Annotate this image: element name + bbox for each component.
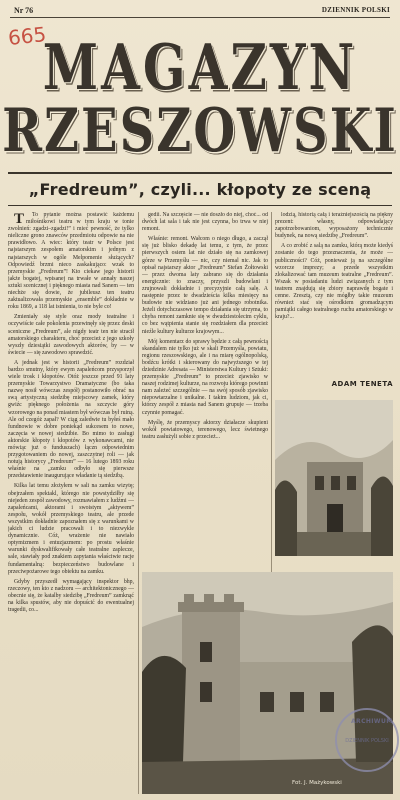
paragraph: Gdyby przyszedł wymagający inspektor bhp, rzeczowy, ten kto z nadzoru — architektonicznego — obecnie się, że katalby siedzibę „Fredreum” zamknąć na kilka spustów, aby nie dopuścić do ewentualnej tragedii, co...	[8, 578, 134, 614]
drop-cap: T	[14, 212, 25, 227]
archive-stamp	[335, 708, 399, 772]
column-divider	[138, 212, 139, 794]
paragraph: A co zrobić z salą na zamku, którą może kiedyś zostanie do tego przeznaczenia, że może — publiczności? Cóż, ponieważ ją na szczególne wzorcze imprezy; a przede wszystkim zlokalizować tam muzeum teatralne „Fredreum”. Wszak w posiadaniu ludzi związanych z tym teatrem znajdują się zbiory naprawdę bogate i cenne. Zresztą, czy nie mógłby takie muzeum również stać się ośrodkiem gromadzącym pamiątki całego teatralnego ruchu amatorskiego w kraju?...	[275, 243, 393, 321]
headline-rule	[8, 205, 392, 206]
handwritten-number: 665	[6, 22, 48, 50]
stamp-text: ARCHIWUM	[351, 718, 393, 725]
article-photo-small	[275, 400, 393, 556]
paragraph: T To pytanie można postawić każdemu miłośnikowi teatru w tym kraju w tonie zwolnień: zgadzi–zgadzi!” i mieć pewność, że tylko nieliczne grono znawców przedmiotu odpowie na nie prawidłowo. A wiec: który teatr w Polsce jest najstarszym zespołem amatorskim i jednym z najstarszych w ogóle Melpomenie służących? Odpowiedź brzmi nieco zaskakująco: wzak to przemyskie „Fredreum”! Kto ciekaw jego historii jakże bogatej, wpisanej na trwałe w annały naszej sztuki scenicznej i pięknego miasta nad Sanem — ten niechże się dowie, że jubileusz ten teatru zaktualizowała przemyskie „ensemble” dokładnie w roku 1869, a 118 lat istnienia, to nie byle co!	[8, 212, 134, 311]
article-column-1	[8, 212, 134, 792]
header-rule	[10, 17, 390, 18]
paragraph: lodzią, historią całą i teraźniejszością na piękny prezent: własny, odpowiadający zapotrzebowaniom, wyposażony technicznie budynek, na nową siedzibę „Fredreum”.	[275, 212, 393, 240]
masthead-line1: MAGAZYN	[42, 30, 358, 104]
paragraph: A jednak jest w historii „Fredreum” rozdział bardzo smutny, który ewym zapaleńcom przysporzył wiele trosk i kłopotów. Otóż jeszcze przed 91 laty przemyskie Towarzystwo Dramatyczne (bo taka nazwę nosił wówczas zespół) postanowiło obrać na swą artystyczną siedzibę miejscowy zamek, który gwiźc pięknego położenia na szczycie góry wzorowego na ponad miastem był wówczas był ruiną. Ale od czegóż zapał? W ciąg zaledwie tu byłeś mało fundnowie w dobre poniekąd sukcesem to nowe, zaczęcia w nowej siedzibie. Bo mimo to zasługi aktorskie kłopoty i kłopotów z wykonawcami, nie mówiąc już o funduszach) łączn odpowiednim przygotowaniem do nowej, zaszczytnej roli — jak notują historycy „Fredreum” — 16 lutego 1893 roku właśnie na „zamku odbyło się pierwsze przedstawienie inaugurujące władanie tą siedzibą.	[8, 359, 134, 480]
author-byline: ADAM TENETA	[331, 380, 393, 388]
paragraph: Właśnie: remont. Wałcom o niego długo, a zaczął się już blisko dekadę lat temu, z tym, że przez pierwszych osiem lat nie działo się na zamkowej górze w Przemyślu — nic, czy niemal nic. Jak to opisał najstarszy aktor „Fredreum” Stefan Żołtowski — przez dwoma laty zabrano się do działania energicznie: to znaczy, przyszli budowlani i zrujnowali dokładnie i precyzyjnie całą salę. A następnie przez te dwadzieścia kilka miesięcy na budowie nie widziano już ani jednego robotnika. Jeżeli dotychczasowe tempo działania się utrzyma, to chyba remont zamknie się w dwudziestolecim cyklu, co bez wątpienia stanie się rozdziałem dla przecież nieźle kultury kulturze krajowym...	[142, 236, 268, 335]
article-headline: „Fredreum”, czyli... kłopoty ze sceną	[28, 180, 372, 199]
stamp-text: DZIENNIK POLSKI	[345, 738, 389, 744]
paragraph: Mój komentarz do sprawy będzie z całą pewnością skandalem nie tylko już w skali Przemyśla, powiatu, regionu rzeszowskiego, ale i na miarę ogólnopolską, bodźcu krótki i skierowany do najwyższego w tej dziedzinie Adresata — Ministerstwa Kultury i Sztuki: przemyskie „Fredreum” to przecież zjawisko w naszej rodzimej kulturze, na rozwoju którego powinni nam zależeć szczególnie — na swój sposób zjawisko niepowtarzalne i unikalne. I takim ludziom, jak ci, którzy zespół z miasta nad Sanem grupuje — trzeba czynnie pomagać.	[142, 338, 268, 416]
photo-caption: Fot. J. Mażykowski	[292, 780, 342, 786]
article-column-2	[142, 212, 268, 574]
issue-number: Nr 76	[14, 6, 34, 15]
column-divider	[271, 212, 272, 572]
masthead-rule	[8, 172, 392, 174]
castle-photo-icon	[275, 400, 393, 556]
paragraph: Myślę, że przemyscy aktorzy działacze skupieni wokół powiatowego, terenowego, lecz świetnego teatru zasłużyli sobie z przecież...	[142, 419, 268, 440]
paragraph: Kilka lat temu złożyłem w sali na zamku wizytę; obejrzałem spektakl, którego nie powstydziłby się niejeden zespół zawodowy, rozmawiałem z ludźmi — zapaleńcami, aktorami i swoistym „aktywem” zespołu, wokół przemyskiego teatru, ale przede wszystkim dokładnie zapoznałem się z warunkami w jakich ci ludzie pracowali i to niezwykle dynamicznie. Cóż, wrażenie nie nawiało optymizmem i entuzjazmem: po prostu właśnie warunki dyskwalifikowały całe teatralne zaplecze, sale, stawiały pod znakiem zapytania właściwie racje fundamentalną: bezpieczeństwo budowlane i przeciwpożarowe tego obiektu na zamku.	[8, 483, 134, 575]
paragraph: Zmieniały się style oraz mody teatralne i oczywiście całe pokolenia przewinęły się przez deski sceniczne „Fredreum”, ale nigdy teatr ten nie stracił amatorskiego charakteru, choć przecież z jego szkoły wyszły dziesiątki zawodowych aktorów, by — w świecie — się zawodowo sprawdzić.	[8, 314, 134, 356]
paragraph: gedii. Na szczęście — nie doszło do niej, choć... od dwóch lat sala i tak nie jest czynna, bo trwa w niej remont.	[142, 212, 268, 233]
publication-name: DZIENNIK POLSKI	[321, 6, 390, 14]
masthead-line2: RZESZOWSKI	[2, 96, 398, 166]
article-column-3	[275, 212, 393, 367]
